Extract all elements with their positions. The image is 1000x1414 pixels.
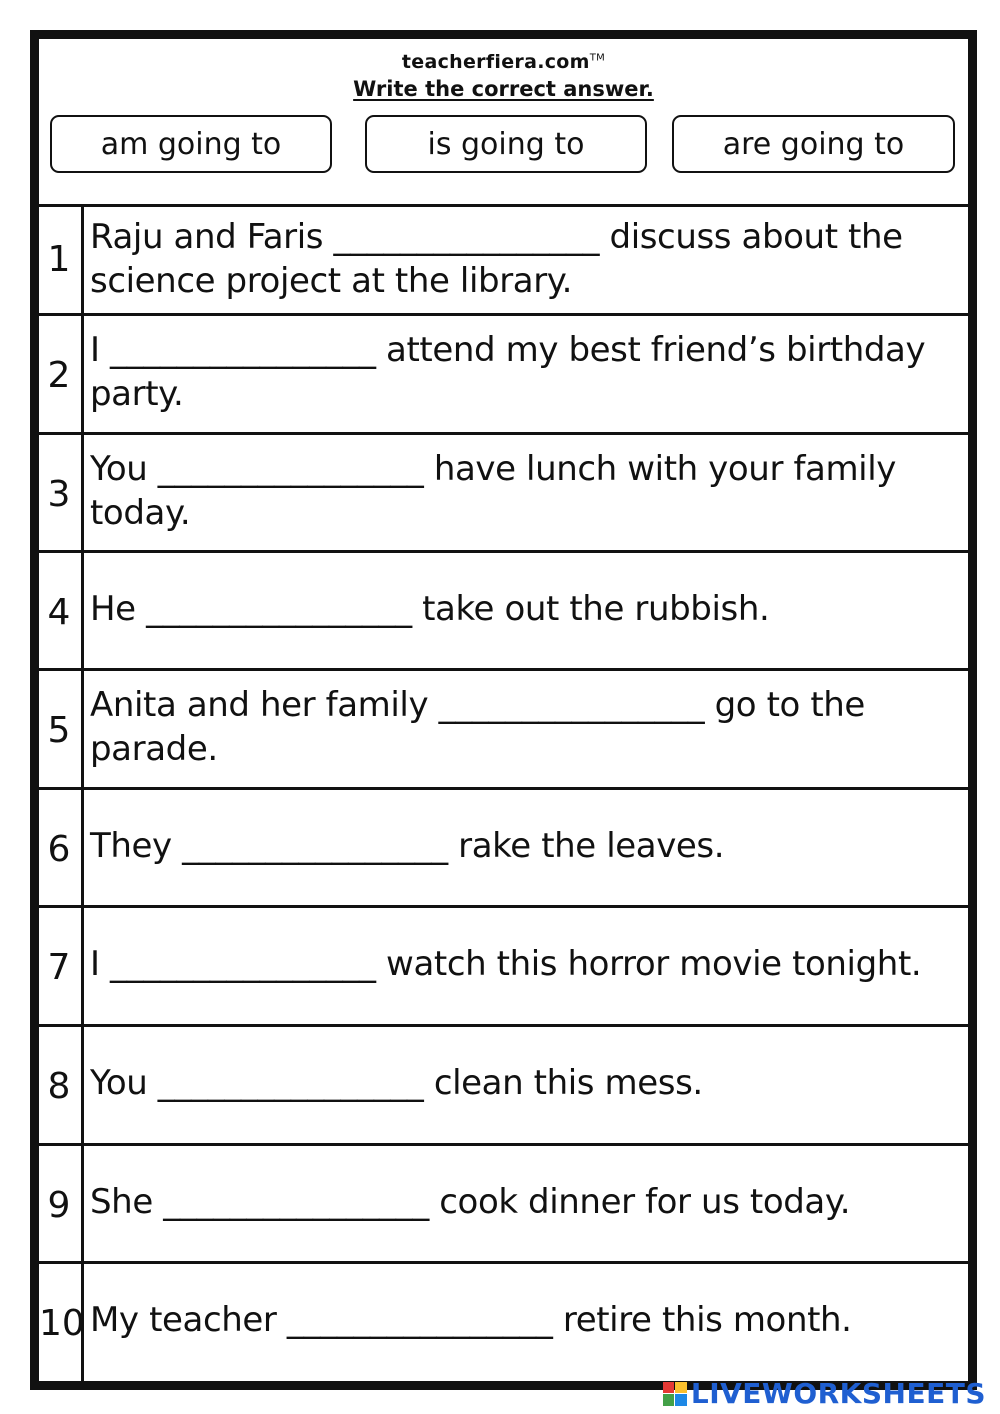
question-number: 2 [47,355,71,396]
question-number: 7 [47,947,71,988]
question-text: My teacher ________________ retire this month. [90,1300,852,1340]
question-text: I ________________ attend my best friend’s birthday party. [90,330,926,414]
question-number: 6 [47,829,71,870]
question-text: Anita and her family ________________ go to the parade. [90,685,865,769]
liveworksheets-logo-icon [663,1382,687,1406]
question-row [39,435,968,550]
word-bank-option-am-going-to: am going to [50,115,332,173]
question-number: 8 [47,1066,71,1107]
site-name: teacherfiera.com™ [401,51,606,73]
question-row [39,316,968,432]
question-text: He ________________ take out the rubbish. [90,589,770,629]
question-number: 3 [47,474,71,515]
trademark-mark: TM [589,52,606,64]
question-number: 9 [47,1185,71,1226]
instruction-text: Write the correct answer. [353,77,654,101]
question-text: You ________________ have lunch with your family today. [90,449,896,533]
question-text: You ________________ clean this mess. [90,1063,703,1103]
question-row [39,1027,968,1143]
word-bank-option-is-going-to: is going to [365,115,647,173]
question-row [39,671,968,787]
question-row [39,790,968,905]
question-text: Raju and Faris ________________ discuss about the science project at the library. [90,217,903,301]
question-row [39,1146,968,1261]
question-number: 10 [39,1303,85,1344]
word-bank-option-are-going-to: are going to [672,115,955,173]
question-number: 1 [47,239,71,280]
liveworksheets-watermark [663,1377,986,1410]
worksheet-frame [30,30,977,1390]
question-row [39,553,968,668]
question-row [39,1264,968,1381]
question-number: 5 [47,710,71,751]
question-row [39,908,968,1024]
question-text: They ________________ rake the leaves. [90,826,725,866]
question-text: She ________________ cook dinner for us today. [90,1182,851,1222]
question-number: 4 [47,592,71,633]
question-text: I ________________ watch this horror movie tonight. [90,944,922,984]
watermark-text: LIVEWORKSHEETS [690,1377,986,1410]
question-row [39,207,968,313]
worksheet-header [39,39,968,207]
